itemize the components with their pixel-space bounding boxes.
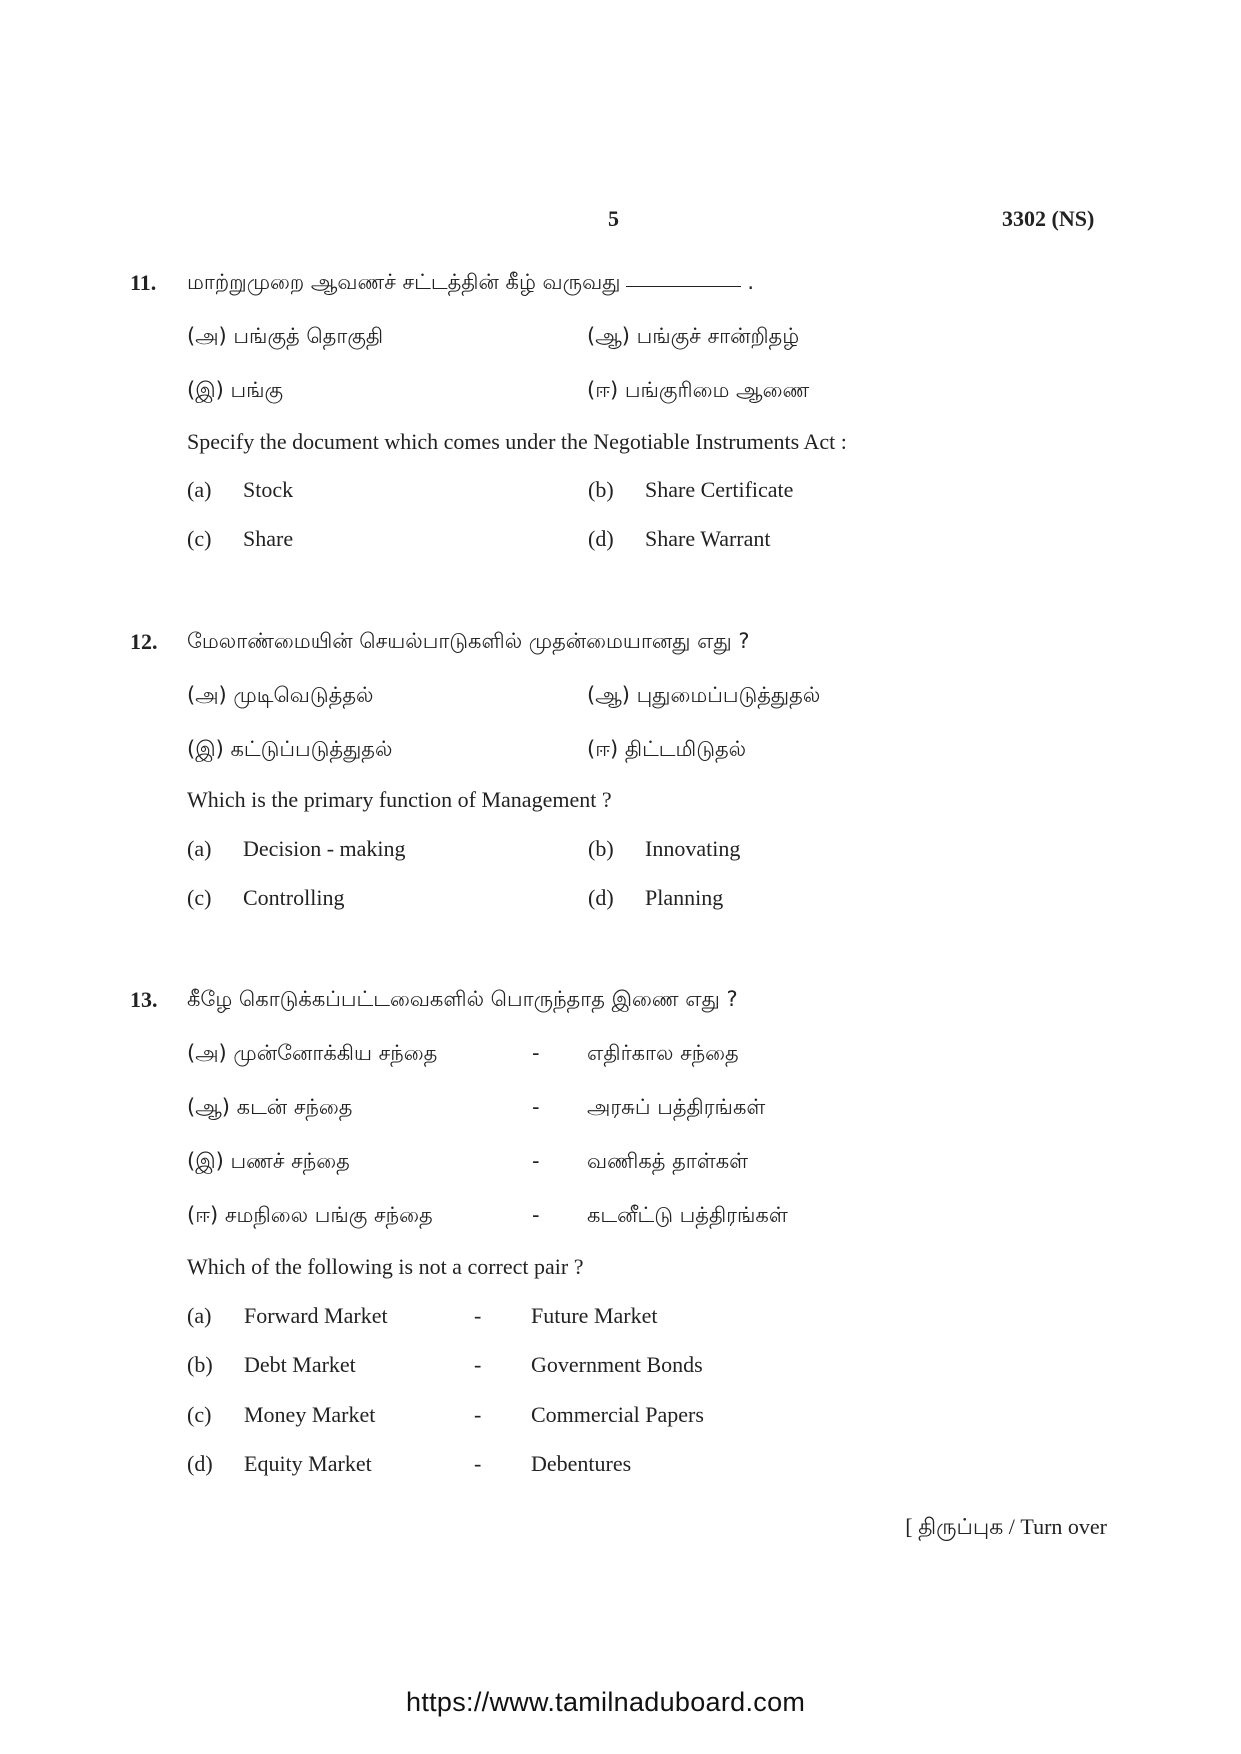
option-text: Innovating	[645, 836, 741, 861]
pair-dash: -	[474, 1352, 482, 1377]
option-label: (d)	[187, 1451, 213, 1476]
pair-dash: -	[532, 1095, 540, 1119]
option-tamil: (ஆ) புதுமைப்படுத்துதல்	[587, 683, 821, 707]
pair-left: Debt Market	[244, 1352, 356, 1377]
pair-right: Debentures	[531, 1451, 632, 1476]
question-text-tamil: மாற்றுமுறை ஆவணச் சட்டத்தின் கீழ் வருவது .	[187, 270, 755, 294]
page-number: 5	[608, 206, 619, 231]
answer-blank	[626, 286, 741, 287]
option-label: (d)	[588, 885, 614, 910]
option-text: Decision - making	[243, 836, 406, 861]
pair-dash: -	[532, 1149, 540, 1173]
website-url[interactable]: https://www.tamilnaduboard.com	[406, 1687, 806, 1717]
option-label: (a)	[187, 477, 212, 502]
option-text: Stock	[243, 477, 294, 502]
question-text-english: Specify the document which comes under the Negotiable Instruments Act :	[187, 429, 847, 454]
option-tamil: (ஈ) திட்டமிடுதல்	[587, 737, 747, 761]
pair-left-tamil: (அ) முன்னோக்கிய சந்தை	[187, 1041, 438, 1065]
pair-right-tamil: வணிகத் தாள்கள்	[587, 1149, 749, 1173]
question-text-tamil: கீழே கொடுக்கப்பட்டவைகளில் பொருந்தாத இணை எது ?	[187, 987, 738, 1011]
question-text-english: Which is the primary function of Management ?	[187, 787, 612, 812]
option-label: (c)	[187, 885, 212, 910]
option-tamil: (இ) பங்கு	[187, 378, 284, 402]
option-label: (a)	[187, 1303, 212, 1328]
pair-dash: -	[474, 1303, 482, 1328]
pair-right: Future Market	[531, 1303, 658, 1328]
pair-right-tamil: கடனீட்டு பத்திரங்கள்	[587, 1203, 788, 1227]
pair-left: Equity Market	[244, 1451, 372, 1476]
option-text: Controlling	[243, 885, 345, 910]
pair-right-tamil: எதிர்கால சந்தை	[587, 1041, 739, 1065]
option-tamil: (இ) கட்டுப்படுத்துதல்	[187, 737, 393, 761]
pair-left: Forward Market	[244, 1303, 388, 1328]
option-label: (c)	[187, 526, 212, 551]
pair-left-tamil: (இ) பணச் சந்தை	[187, 1149, 350, 1173]
question-number: 11.	[130, 270, 157, 295]
pair-dash: -	[532, 1041, 540, 1065]
question-number: 13.	[130, 987, 158, 1012]
option-label: (b)	[588, 477, 614, 502]
pair-left-tamil: (ஈ) சமநிலை பங்கு சந்தை	[187, 1203, 433, 1227]
pair-dash: -	[474, 1451, 482, 1476]
option-label: (c)	[187, 1402, 212, 1427]
pair-dash: -	[474, 1402, 482, 1427]
option-text: Share Certificate	[645, 477, 794, 502]
pair-left-tamil: (ஆ) கடன் சந்தை	[187, 1095, 353, 1119]
paper-code: 3302 (NS)	[1002, 206, 1095, 231]
option-tamil: (ஆ) பங்குச் சான்றிதழ்	[587, 324, 800, 348]
option-label: (d)	[588, 526, 614, 551]
pair-right-tamil: அரசுப் பத்திரங்கள்	[587, 1095, 766, 1119]
option-tamil: (அ) பங்குத் தொகுதி	[187, 324, 384, 348]
pair-right: Commercial Papers	[531, 1402, 704, 1427]
option-text: Share Warrant	[645, 526, 771, 551]
turn-over-note: [ திருப்புக / Turn over	[905, 1514, 1107, 1539]
pair-right: Government Bonds	[531, 1352, 703, 1377]
option-text: Planning	[645, 885, 724, 910]
option-label: (b)	[187, 1352, 213, 1377]
question-text-english: Which of the following is not a correct pair ?	[187, 1254, 584, 1279]
question-text-tamil: மேலாண்மையின் செயல்பாடுகளில் முதன்மையானது எது ?	[187, 629, 750, 653]
option-text: Share	[243, 526, 294, 551]
option-label: (b)	[588, 836, 614, 861]
option-label: (a)	[187, 836, 212, 861]
pair-left: Money Market	[244, 1402, 376, 1427]
option-tamil: (அ) முடிவெடுத்தல்	[187, 683, 374, 707]
question-number: 12.	[130, 629, 158, 654]
pair-dash: -	[532, 1203, 540, 1227]
option-tamil: (ஈ) பங்குரிமை ஆணை	[587, 378, 810, 402]
